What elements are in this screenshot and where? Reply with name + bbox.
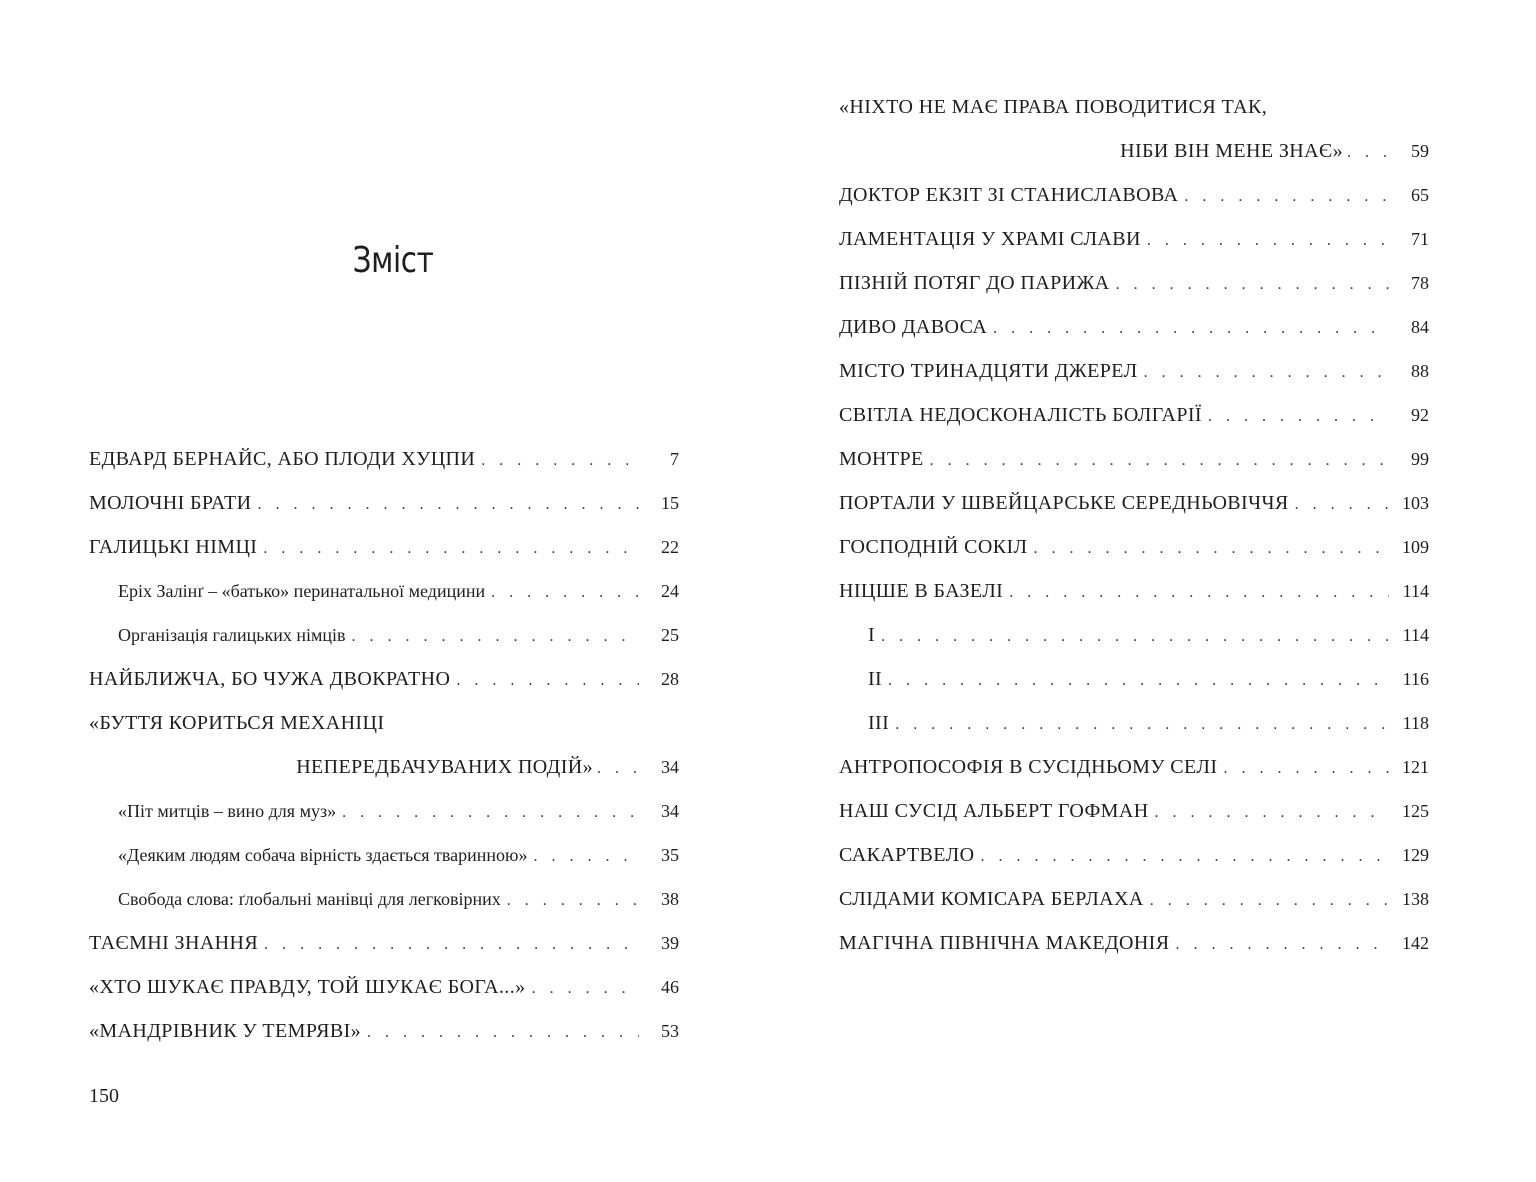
toc-entry-title: НІЦШЕ В БАЗЕЛІ — [839, 580, 1004, 602]
toc-entry-title: ГОСПОДНІЙ СОКІЛ — [839, 536, 1028, 558]
toc-entry-page: 116 — [1402, 669, 1429, 689]
toc-entry-page: 53 — [661, 1021, 679, 1041]
toc-entry-title: СВІТЛА НЕДОСКОНАЛІСТЬ БОЛГАРІЇ — [839, 404, 1202, 426]
toc-entry-page: 38 — [661, 889, 679, 909]
toc-entry-title: II — [868, 668, 883, 690]
toc-entry-page: 99 — [1411, 449, 1429, 469]
toc-entry-title: МАГІЧНА ПІВНІЧНА МАКЕДОНІЯ — [839, 932, 1170, 954]
toc-entry[interactable] — [839, 221, 1429, 265]
toc-entry-page: 92 — [1411, 405, 1429, 425]
toc-entry[interactable] — [839, 793, 1429, 837]
toc-entry-title: Свобода слова: ґлобальні манівці для легковірних — [118, 889, 501, 909]
toc-subentry[interactable] — [89, 837, 679, 881]
dot-leader — [1155, 795, 1389, 831]
toc-entry[interactable] — [89, 969, 679, 1013]
dot-leader — [507, 883, 639, 919]
toc-entry[interactable] — [839, 397, 1429, 441]
toc-right-column — [839, 89, 1429, 969]
toc-entry[interactable] — [89, 529, 679, 573]
toc-entry[interactable] — [89, 441, 679, 485]
toc-entry-title: Еріх Залінґ – «батько» перинатальної медицини — [118, 581, 486, 601]
toc-entry[interactable] — [839, 837, 1429, 881]
toc-left-column — [89, 441, 679, 1057]
toc-subentry[interactable] — [89, 793, 679, 837]
dot-leader — [1295, 487, 1389, 523]
dot-leader — [1175, 927, 1389, 963]
toc-entry-title: МОНТРЕ — [839, 448, 924, 470]
dot-leader — [367, 1015, 639, 1051]
toc-entry-title: «БУТТЯ КОРИТЬСЯ МЕХАНІЦІ — [89, 712, 385, 734]
toc-entry-title: ДИВО ДАВОСА — [839, 316, 988, 338]
page-number: 150 — [89, 1085, 119, 1107]
dot-leader — [257, 487, 639, 523]
toc-entry[interactable] — [839, 749, 1429, 793]
dot-leader — [1150, 883, 1389, 919]
dot-leader — [263, 531, 639, 567]
toc-entry[interactable] — [839, 353, 1429, 397]
toc-entry[interactable] — [839, 925, 1429, 969]
toc-entry-page: 125 — [1402, 801, 1429, 821]
toc-entry-line1[interactable] — [89, 705, 679, 749]
toc-entry-title: «МАНДРІВНИК У ТЕМРЯВІ» — [89, 1020, 362, 1042]
dot-leader — [481, 443, 639, 479]
dot-leader — [888, 663, 1389, 699]
toc-entry[interactable] — [839, 485, 1429, 529]
toc-entry-line1[interactable] — [839, 89, 1429, 133]
dot-leader — [993, 311, 1389, 347]
dot-leader — [930, 443, 1389, 479]
toc-entry-title: ЕДВАРД БЕРНАЙС, АБО ПЛОДИ ХУЦПИ — [89, 448, 476, 470]
toc-entry-page: 24 — [661, 581, 679, 601]
dot-leader — [1144, 355, 1389, 391]
toc-entry-page: 118 — [1402, 713, 1429, 733]
toc-entry-page: 71 — [1411, 229, 1429, 249]
toc-entry[interactable] — [839, 529, 1429, 573]
toc-entry-page: 84 — [1411, 317, 1429, 337]
dot-leader — [980, 839, 1389, 875]
toc-entry-page: 15 — [661, 493, 679, 513]
dot-leader — [1184, 179, 1389, 215]
dot-leader — [491, 575, 639, 611]
toc-entry-title: «Деяким людям собача вірність здається тваринною» — [118, 845, 528, 865]
toc-subentry[interactable] — [839, 661, 1429, 705]
toc-entry-page: 78 — [1411, 273, 1429, 293]
toc-subentry[interactable] — [839, 705, 1429, 749]
toc-entry-page: 103 — [1402, 493, 1429, 513]
dot-leader — [1034, 531, 1389, 567]
toc-entry[interactable] — [839, 573, 1429, 617]
toc-entry-title-continued: НІБИ ВІН МЕНЕ ЗНАЄ» — [1120, 140, 1343, 162]
dot-leader — [342, 795, 639, 831]
toc-subentry[interactable] — [89, 881, 679, 925]
dot-leader — [597, 751, 637, 787]
dot-leader — [895, 707, 1389, 743]
dot-leader — [1147, 223, 1389, 259]
toc-entry-page: 114 — [1402, 625, 1429, 645]
toc-entry-page: 59 — [1411, 141, 1429, 161]
toc-entry[interactable] — [839, 177, 1429, 221]
toc-entry-page: 7 — [670, 449, 679, 469]
toc-entry-page: 114 — [1402, 581, 1429, 601]
toc-entry[interactable] — [89, 485, 679, 529]
toc-entry-title: ПОРТАЛИ У ШВЕЙЦАРСЬКЕ СЕРЕДНЬОВІЧЧЯ — [839, 492, 1289, 514]
dot-leader — [1009, 575, 1389, 611]
toc-entry-title: ДОКТОР ЕКЗІТ ЗІ СТАНИСЛАВОВА — [839, 184, 1179, 206]
toc-entry-title: АНТРОПОСОФІЯ В СУСІДНЬОМУ СЕЛІ — [839, 756, 1218, 778]
toc-entry-title: ТАЄМНІ ЗНАННЯ — [89, 932, 259, 954]
dot-leader — [352, 619, 639, 655]
toc-entry-title: СЛІДАМИ КОМІСАРА БЕРЛАХА — [839, 888, 1144, 910]
dot-leader — [264, 927, 639, 963]
toc-entry-title: ПІЗНІЙ ПОТЯГ ДО ПАРИЖА — [839, 272, 1110, 294]
toc-entry-page: 121 — [1402, 757, 1429, 777]
toc-entry-title: НАШ СУСІД АЛЬБЕРТ ГОФМАН — [839, 800, 1149, 822]
toc-entry-page: 65 — [1411, 185, 1429, 205]
toc-entry-title: «НІХТО НЕ МАЄ ПРАВА ПОВОДИТИСЯ ТАК, — [839, 96, 1268, 118]
toc-entry-title: МІСТО ТРИНАДЦЯТИ ДЖЕРЕЛ — [839, 360, 1138, 382]
dot-leader — [534, 839, 640, 875]
dot-leader — [881, 619, 1389, 655]
dot-leader — [532, 971, 639, 1007]
toc-entry-page: 138 — [1402, 889, 1429, 909]
toc-entry-line2[interactable] — [89, 749, 679, 793]
toc-entry[interactable] — [89, 661, 679, 705]
toc-entry-page: 46 — [661, 977, 679, 997]
toc-entry-page: 34 — [661, 757, 679, 777]
toc-entry[interactable] — [839, 309, 1429, 353]
toc-entry-title: САКАРТВЕЛО — [839, 844, 975, 866]
dot-leader — [1116, 267, 1389, 303]
toc-entry-title: Організація галицьких німців — [118, 625, 346, 645]
page-title: Зміст — [352, 240, 434, 281]
dot-leader — [1347, 135, 1387, 171]
toc-entry-title: ГАЛИЦЬКІ НІМЦІ — [89, 536, 258, 558]
toc-entry-line2[interactable] — [839, 133, 1429, 177]
toc-entry-title: «ХТО ШУКАЄ ПРАВДУ, ТОЙ ШУКАЄ БОГА...» — [89, 976, 526, 998]
toc-entry-title: I — [868, 624, 876, 646]
toc-entry-title: ЛАМЕНТАЦІЯ У ХРАМІ СЛАВИ — [839, 228, 1141, 250]
toc-entry-page: 34 — [661, 801, 679, 821]
toc-subentry[interactable] — [89, 573, 679, 617]
toc-subentry[interactable] — [89, 617, 679, 661]
dot-leader — [1223, 751, 1389, 787]
toc-entry-page: 109 — [1402, 537, 1429, 557]
dot-leader — [1208, 399, 1389, 435]
toc-entry-page: 142 — [1402, 933, 1429, 953]
toc-subentry[interactable] — [839, 617, 1429, 661]
dot-leader — [456, 663, 639, 699]
toc-entry-page: 88 — [1411, 361, 1429, 381]
toc-entry-title: НАЙБЛИЖЧА, БО ЧУЖА ДВОКРАТНО — [89, 668, 451, 690]
toc-entry-page: 22 — [661, 537, 679, 557]
toc-entry-page: 129 — [1402, 845, 1429, 865]
toc-entry-page: 39 — [661, 933, 679, 953]
toc-entry[interactable] — [89, 925, 679, 969]
toc-entry-title: «Піт митців – вино для муз» — [118, 801, 337, 821]
toc-entry-page: 25 — [661, 625, 679, 645]
toc-entry-page: 28 — [661, 669, 679, 689]
toc-entry[interactable] — [839, 881, 1429, 925]
toc-entry-page: 35 — [661, 845, 679, 865]
toc-entry[interactable] — [839, 441, 1429, 485]
toc-entry-title: III — [868, 712, 890, 734]
toc-entry[interactable] — [839, 265, 1429, 309]
toc-entry-title-continued: НЕПЕРЕДБАЧУВАНИХ ПОДІЙ» — [296, 756, 593, 778]
toc-entry[interactable] — [89, 1013, 679, 1057]
toc-entry-title: МОЛОЧНІ БРАТИ — [89, 492, 252, 514]
